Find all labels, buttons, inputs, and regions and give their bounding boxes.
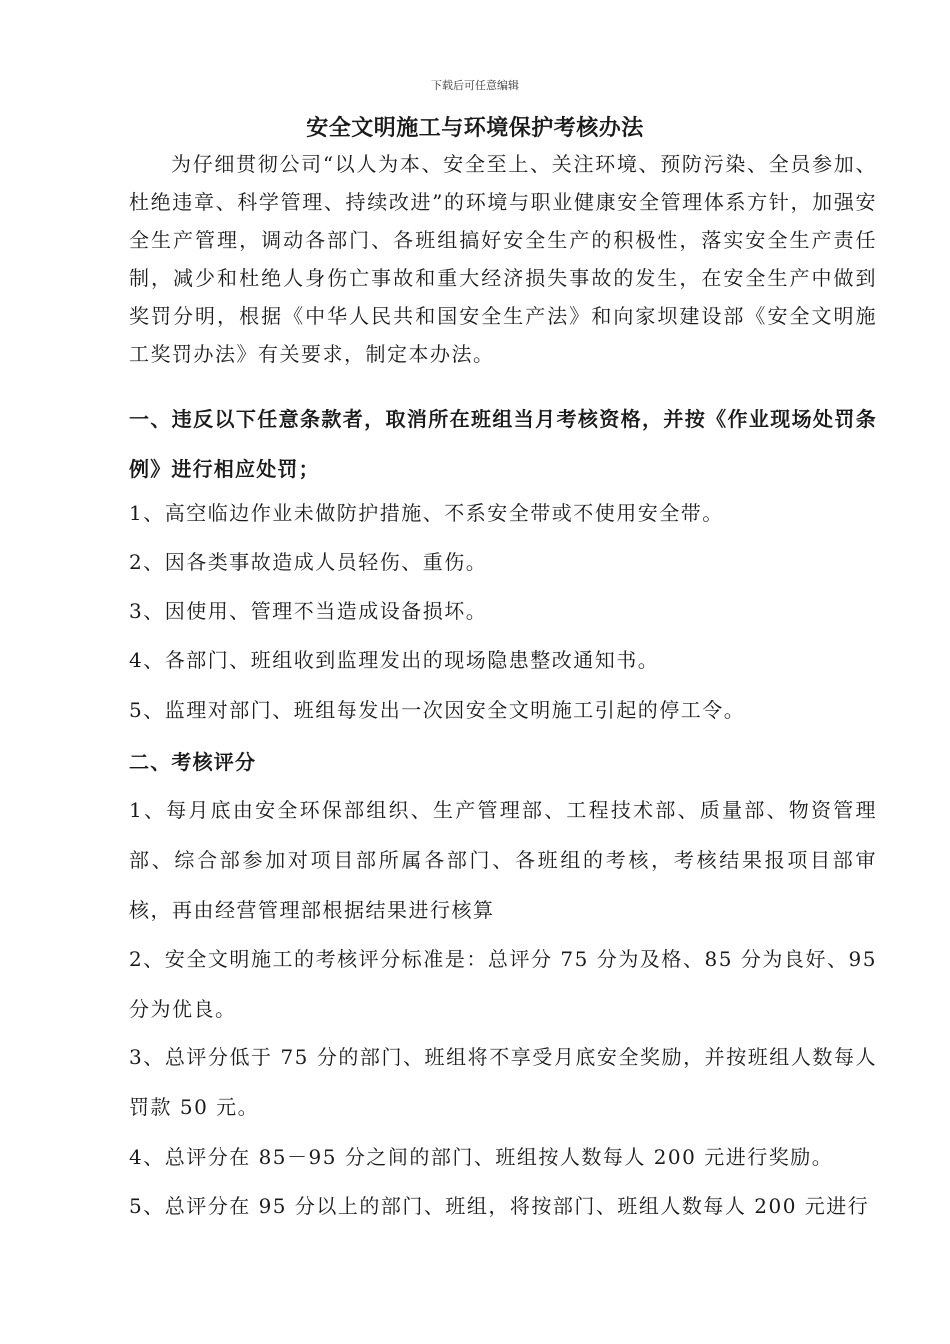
section2-item-3: 3、总评分低于 75 分的部门、班组将不享受月底安全奖励，并按班组人数每人罚款 50 元。 [129, 1045, 877, 1119]
intro-paragraph: 为仔细贯彻公司“以人为本、安全至上、关注环境、预防污染、全员参加、杜绝违章、科学管理、持续改进”的环境与职业健康安全管理体系方针，加强安全生产管理，调动各部门、各班组搞好安全生产的积极性，落实安全生产责任制，减少和杜绝人身伤亡事故和重大经济损失事故的发生，在安全生产中做到奖罚分明，根据《中华人民共和国安全生产法》和向家坝建设部《安全文明施工奖罚办法》有关要求，制定本办法。 [129, 152, 877, 366]
section1-item-2: 2、因各类事故造成人员轻伤、重伤。 [129, 550, 488, 574]
section2-item-4: 4、总评分在 85－95 分之间的部门、班组按人数每人 200 元进行奖励。 [129, 1145, 834, 1169]
header-note: 下载后可任意编辑 [431, 79, 519, 92]
document-title: 安全文明施工与环境保护考核办法 [306, 116, 644, 141]
section1-item-1: 1、高空临边作业未做防护措施、不系安全带或不使用安全带。 [129, 501, 724, 525]
section2-item-5: 5、总评分在 95 分以上的部门、班组，将按部门、班组人数每人 200 元进行 [129, 1194, 870, 1218]
section2-item-1: 1、每月底由安全环保部组织、生产管理部、工程技术部、质量部、物资管理部、综合部参加对项目部所属各部门、各班组的考核，考核结果报项目部审核，再由经营管理部根据结果进行核算 [129, 798, 877, 922]
section1-item-5: 5、监理对部门、班组每发出一次因安全文明施工引起的停工令。 [129, 698, 746, 722]
section1-item-3: 3、因使用、管理不当造成设备损坏。 [129, 599, 488, 623]
section1-heading: 一、违反以下任意条款者，取消所在班组当月考核资格，并按《作业现场处罚条例》进行相应处罚； [129, 407, 877, 481]
section2-item-2: 2、安全文明施工的考核评分标准是：总评分 75 分为及格、85 分为良好、95 分为优良。 [129, 947, 877, 1021]
section1-item-4: 4、各部门、班组收到监理发出的现场隐患整改通知书。 [129, 648, 660, 672]
section2-heading: 二、考核评分 [129, 750, 257, 774]
